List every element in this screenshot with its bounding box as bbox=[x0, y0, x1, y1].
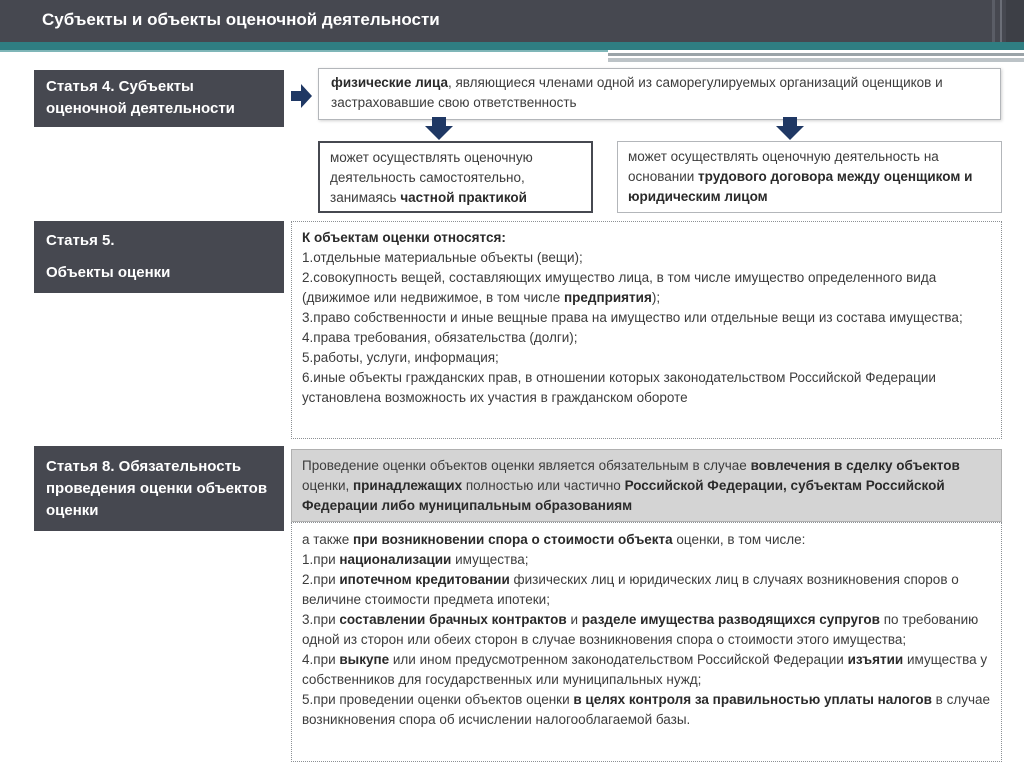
dispute-item-3-bold-1: составлении брачных контрактов bbox=[339, 612, 567, 627]
objects-item-2-text: 2.совокупность вещей, составляющих имущество лица, в том числе имущество определенного вида (движимое или недвижимое, в том числе bbox=[302, 270, 937, 305]
private-practice-box bbox=[318, 141, 593, 213]
physical-persons-bold: физические лица bbox=[331, 75, 448, 90]
dispute-item-3-end: по требованию одной из сторон или обеих сторон в случае возникновения спора о стоимости этого имущества; bbox=[302, 612, 979, 647]
objects-item-6: 6.иные объекты гражданских прав, в отношении которых законодательством Российской Федерации установлена возможность их участия в гражданском обороте bbox=[302, 370, 936, 405]
physical-persons-box bbox=[318, 68, 1001, 120]
article5-label bbox=[34, 221, 284, 293]
mandatory-text-2: оценки, bbox=[302, 478, 354, 493]
objects-list-box bbox=[291, 221, 1002, 439]
private-practice-bold: частной практикой bbox=[400, 190, 527, 205]
employment-contract-text: может осуществлять оценочную деятельность на основании bbox=[628, 149, 939, 184]
dispute-item-1-bold: национализации bbox=[339, 552, 452, 567]
objects-item-4: 4.права требования, обязательства (долги); bbox=[302, 330, 578, 345]
page-title: Субъекты и объекты оценочной деятельности bbox=[42, 10, 440, 29]
mandatory-bold-1: вовлечения в сделку объектов bbox=[750, 458, 960, 473]
mandatory-text-1: Проведение оценки объектов оценки является обязательным в случае bbox=[302, 458, 751, 473]
dispute-item-2-end: физических лиц и юридических лиц в случаях возникновения споров о величине стоимости предмета ипотеки; bbox=[302, 572, 959, 607]
dispute-item-4-text: 4.при bbox=[302, 652, 340, 667]
dispute-item-3-bold-2: разделе имущества разводящихся супругов bbox=[581, 612, 880, 627]
header-stripe bbox=[1006, 0, 1024, 42]
dispute-item-4-mid: или ином предусмотренном законодательством Российской Федерации bbox=[389, 652, 848, 667]
objects-heading: К объектам оценки относятся: bbox=[302, 230, 506, 245]
mandatory-bold-2: принадлежащих bbox=[353, 478, 463, 493]
article8-label: Статья 8. Обязательность проведения оценки объектов оценки bbox=[34, 446, 284, 531]
teal-band bbox=[0, 42, 1024, 50]
dispute-intro bbox=[302, 530, 991, 550]
grey-decor-line bbox=[608, 53, 1024, 56]
header-bar bbox=[0, 0, 1024, 42]
employment-contract-bold: трудового договора между оценщиком и юридическим лицом bbox=[628, 169, 973, 204]
dispute-intro-text: а также bbox=[302, 532, 353, 547]
dispute-item-1 bbox=[302, 550, 991, 570]
mandatory-text-3: полностью или частично bbox=[462, 478, 625, 493]
arrow-down-icon bbox=[424, 117, 454, 141]
employment-contract-box bbox=[617, 141, 1002, 213]
header-stripe bbox=[992, 0, 995, 42]
dispute-item-5-text: 5.при проведении оценки объектов оценки bbox=[302, 692, 574, 707]
header-stripe bbox=[1000, 0, 1002, 42]
dispute-item-3-text: 3.при bbox=[302, 612, 340, 627]
dispute-item-4-bold-1: выкупе bbox=[339, 652, 390, 667]
objects-item-2-end: ); bbox=[651, 290, 661, 305]
objects-item-2 bbox=[302, 268, 991, 308]
objects-item-3: 3.право собственности и иные вещные права на имущество или отдельные вещи из состава имущества; bbox=[302, 310, 963, 325]
dispute-item-5-bold: в целях контроля за правильностью уплаты налогов bbox=[573, 692, 932, 707]
arrow-right-icon bbox=[291, 83, 313, 109]
dispute-item-2 bbox=[302, 570, 991, 610]
dispute-item-2-text: 2.при bbox=[302, 572, 340, 587]
dispute-item-3 bbox=[302, 610, 991, 650]
mandatory-bold-3: Российской Федерации, субъектам Российской Федерации либо муниципальным образованиям bbox=[302, 478, 945, 513]
article5-label-line1: Статья 5. bbox=[46, 232, 115, 249]
article5-label-line2: Объекты оценки bbox=[46, 264, 171, 281]
dispute-item-1-end: имущества; bbox=[451, 552, 529, 567]
mandatory-assessment-box bbox=[291, 449, 1002, 522]
dispute-cases-box bbox=[291, 522, 1002, 762]
dispute-item-1-text: 1.при bbox=[302, 552, 340, 567]
dispute-item-5-end: в случае возникновения спора об исчислении налогооблагаемой базы. bbox=[302, 692, 991, 727]
objects-item-1: 1.отдельные материальные объекты (вещи); bbox=[302, 250, 583, 265]
dispute-item-2-bold: ипотечном кредитовании bbox=[339, 572, 510, 587]
teal-light-line bbox=[0, 50, 608, 52]
dispute-item-5 bbox=[302, 690, 991, 730]
dispute-intro-bold: при возникновении спора о стоимости объекта bbox=[353, 532, 673, 547]
grey-decor-line bbox=[608, 58, 1024, 62]
objects-item-5: 5.работы, услуги, информация; bbox=[302, 350, 499, 365]
dispute-intro-end: оценки, в том числе: bbox=[672, 532, 806, 547]
article4-label: Статья 4. Субъекты оценочной деятельности bbox=[34, 70, 284, 127]
physical-persons-text: , являющиеся членами одной из саморегулируемых организаций оценщиков и застраховавшие свою ответственность bbox=[331, 75, 943, 110]
private-practice-text: может осуществлять оценочную деятельность самостоятельно, занимаясь bbox=[330, 150, 533, 205]
dispute-item-4-bold-2: изъятии bbox=[847, 652, 904, 667]
objects-item-2-bold: предприятия bbox=[564, 290, 652, 305]
dispute-item-4-end: имущества у собственников для государственных или муниципальных нужд; bbox=[302, 652, 988, 687]
arrow-down-icon bbox=[775, 117, 805, 141]
dispute-item-4 bbox=[302, 650, 991, 690]
dispute-item-3-mid: и bbox=[566, 612, 582, 627]
